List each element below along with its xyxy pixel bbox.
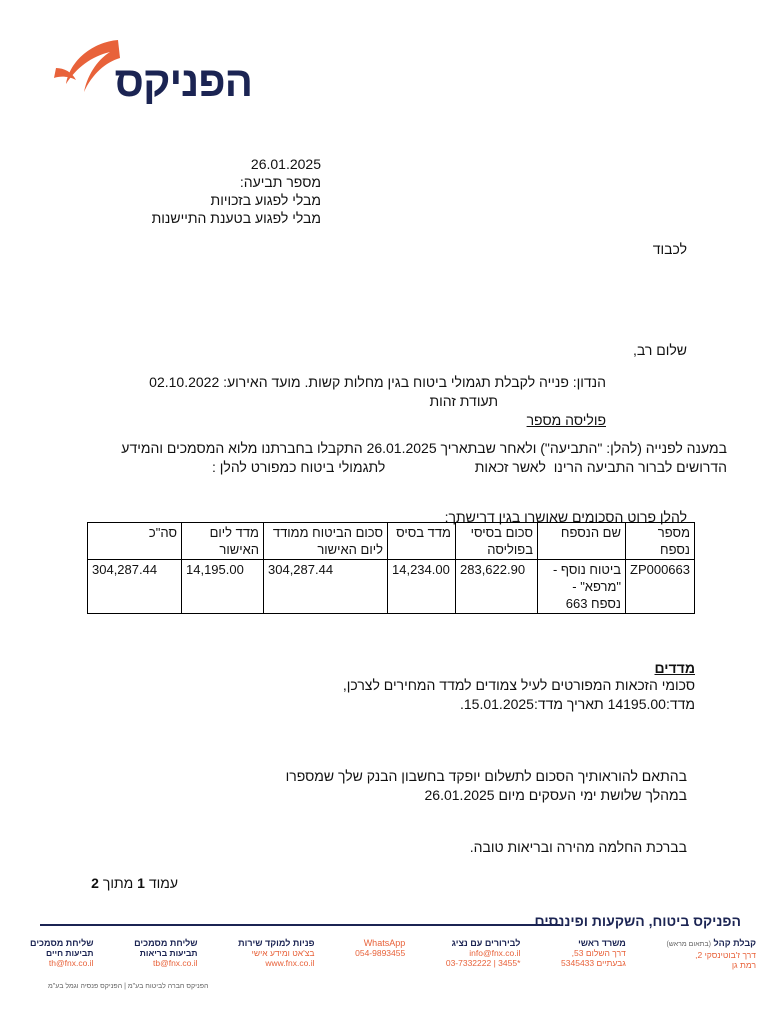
greeting: שלום רב, [633,342,687,358]
col-indexed-amount: סכום הביטוח ממודד ליום האישור [264,523,388,560]
footer-col-health-claims: שליחת מסמכים תביעות בריאות tb@fnx.co.il [134,938,198,968]
footer-divider [40,924,560,926]
policy-number-label: פוליסה מספר [526,412,606,428]
subject-line: הנדון: פנייה לקבלת תגמולי ביטוח בגין מחלות קשות. מועד האירוע: 02.10.2022 [149,374,606,390]
footer-health-email-link[interactable]: tb@fnx.co.il [153,958,198,968]
col-approval-index: מדד ליום האישור [182,523,264,560]
response-line-1: במענה לפנייה (להלן: "התביעה") ולאחר שבתאריך 26.01.2025 התקבלו בחברתנו מלוא המסמכים והמידע [121,440,727,456]
claim-number-label: מספר תביעה: [239,174,321,190]
response-paragraph [67,439,727,477]
cell-appendix-number: ZP000663 [626,560,695,614]
cell-base-amount: 283,622.90 [456,560,538,614]
footer-col-life-claims: שליחת מסמכים תביעות חיים th@fnx.co.il [30,938,94,968]
cell-total: 304,287.44 [88,560,182,614]
payment-line-2: במהלך שלושת ימי העסקים מיום 26.01.2025 [424,787,687,803]
indices-block [295,676,695,714]
col-appendix-number: מספר נספח [626,523,695,560]
footer-website-link[interactable]: www.fnx.co.il [265,958,315,968]
brand-name: הפניקס [114,58,252,105]
cell-approval-index: 14,195.00 [182,560,264,614]
subject-block [146,373,606,430]
col-base-amount: סכום בסיסי בפוליסה [456,523,538,560]
col-total: סה"כ [88,523,182,560]
letter-header [81,155,321,227]
footer-col-whatsapp: WhatsApp 054-9893455 [355,938,406,958]
indices-line-2: מדד:14195.00 תאריך מדד:15.01.2025. [460,696,695,712]
table-caption: להלן פרוט הסכומים שאושרו בגין דרישתך: [444,509,687,525]
payment-block [187,767,687,805]
cell-indexed-amount: 304,287.44 [264,560,388,614]
footer-col-head-office: משרד ראשי דרך השלום 53, גבעתיים 5345433 [561,938,626,968]
table-header-row [88,523,695,560]
amounts-table [87,522,695,614]
col-appendix-name: שם הנספח [538,523,626,560]
cell-base-index: 14,234.00 [388,560,456,614]
salutation: לכבוד [652,241,687,257]
id-number-label: תעודת זהות [429,393,498,409]
footer-life-email-link[interactable]: th@fnx.co.il [48,958,94,968]
footer-contacts [30,938,756,978]
col-base-index: מדד בסיס [388,523,456,560]
letter-date: 26.01.2025 [250,156,321,172]
footer-col-service: פניות למוקד שירות בצ'אט ומידע אישי www.fnx.co.il [238,938,315,968]
no-prejudice-limitation: מבלי לפגוע בטענת התיישנות [151,210,321,226]
indices-line-1: סכומי הזכאות המפורטים לעיל צמודים למדד המחירים לצרכן, [342,677,695,693]
no-prejudice-rights: מבלי לפגוע בזכויות [210,192,321,208]
footer-legal: הפניקס חברה לביטוח בע"מ | הפניקס פנסיה וגמל בע"מ [48,983,209,990]
footer-email-link[interactable]: info@fnx.co.il [469,948,521,958]
response-line-2: הדרושים לברור התביעה הרינו לאשר זכאות לתגמולי ביטוח כמפורט להלן : [211,459,727,475]
cell-appendix-name: ביטוח נוסף - "מרפא" - נספח 663 [538,560,626,614]
phoenix-logo [48,34,258,114]
payment-line-1: בהתאם להוראותיך הסכום לתשלום יופקד בחשבון הבנק שלך שמספרו [285,768,687,784]
table-row [88,560,695,614]
indices-title: מדדים [654,660,695,676]
footer-brand: הפניקס ביטוח, השקעות ופיננסים [534,913,741,929]
page-counter: עמוד 1 מתוך 2 [91,875,178,891]
footer-col-inquiries: לבירורים עם נציג info@fnx.co.il *3455 | 03-7332222 [445,938,521,968]
footer-col-reception: קבלת קהל (בתאום מראש) דרך ז'בוטינסקי 2, רמת גן [666,938,756,970]
blessing: בברכת החלמה מהירה ובריאות טובה. [469,839,687,855]
